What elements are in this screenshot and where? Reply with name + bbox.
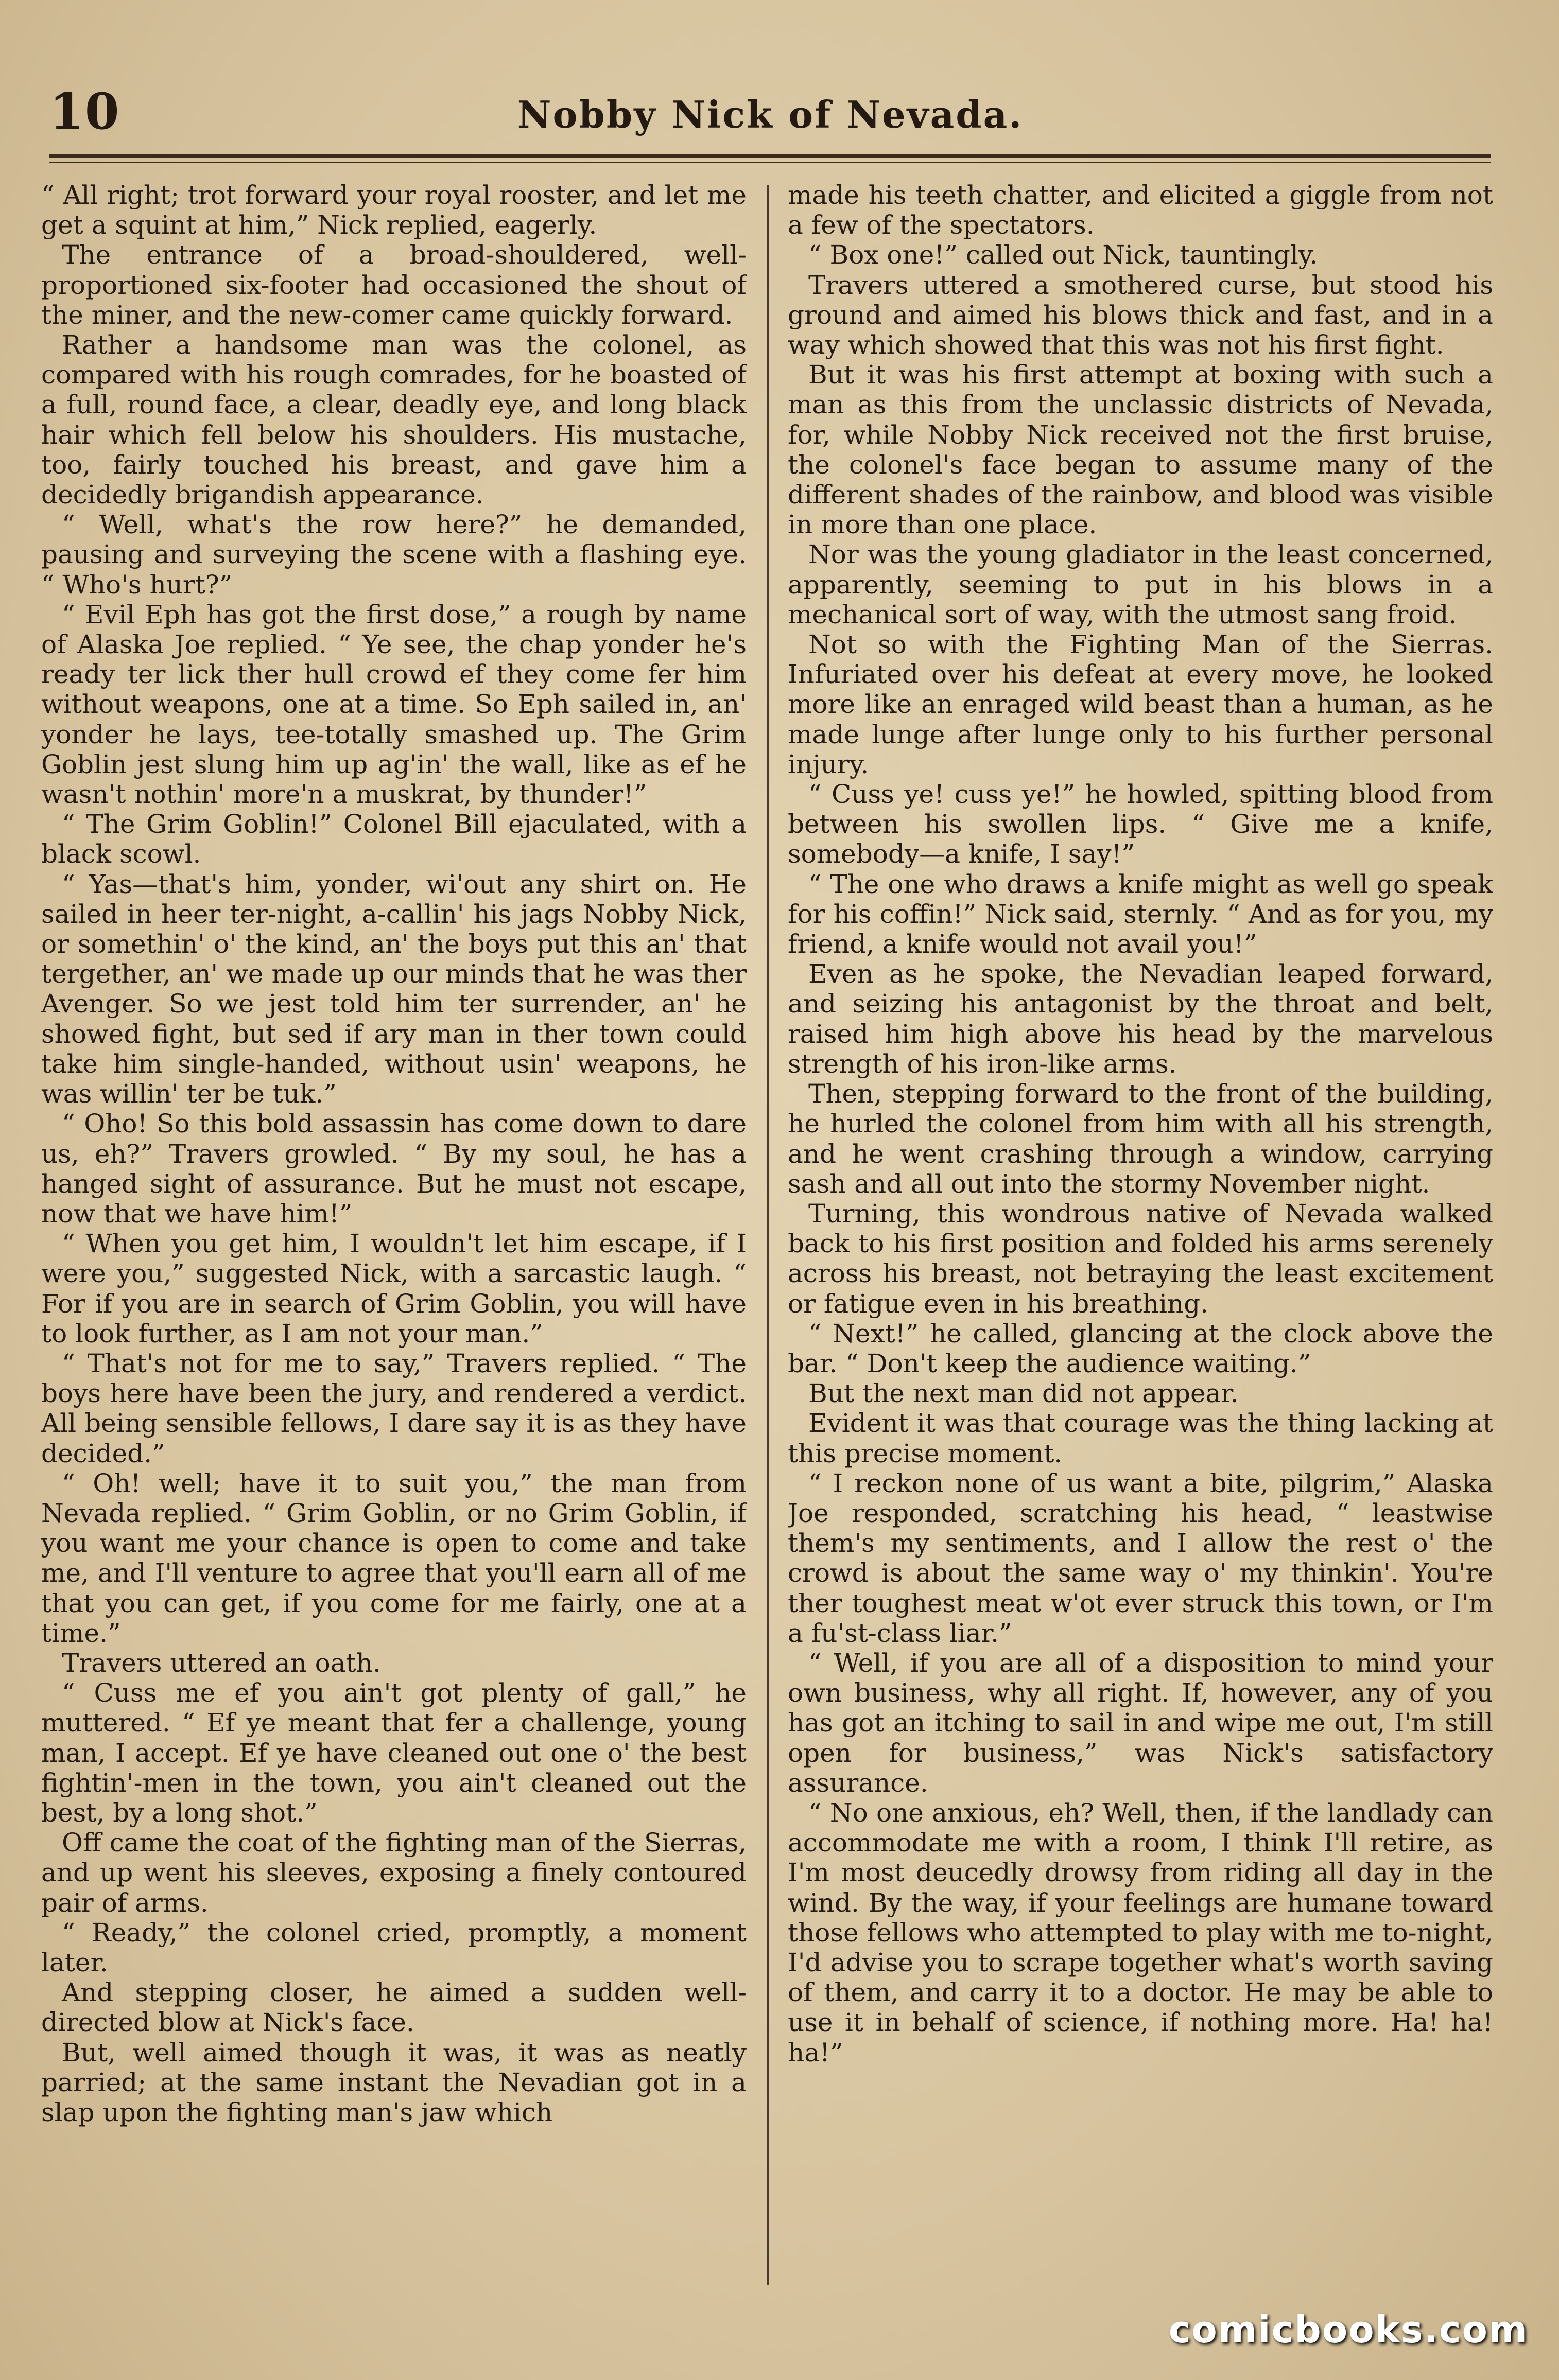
paragraph: Then, stepping forward to the front of the building, he hurled the colonel from him with all his strength, and he went crashing through a window, carrying sash and all out into the stormy November night. (788, 1079, 1493, 1199)
paragraph: Nor was the young gladiator in the least concerned, apparently, seeming to put in his blows in a mechanical sort of way, with the utmost sang froid. (788, 539, 1493, 629)
paragraph: “ Oho! So this bold assassin has come down to dare us, eh?” Travers growled. “ By my soul, he has a hanged sight of assurance. But he must not escape, now that we have him!” (41, 1109, 747, 1229)
paragraph: “ Evil Eph has got the first dose,” a rough by name of Alaska Joe replied. “ Ye see, the chap yonder he's ready ter lick ther hull crowd ef they come fer him without weapons, one at a time. So Eph sailed in, an' yonder he lays, tee-totally smashed up. The Grim Goblin jest slung him up ag'in' the wall, like as ef he wasn't nothin' more'n a muskrat, by thunder!” (41, 599, 747, 810)
paragraph: Not so with the Fighting Man of the Sierras. Infuriated over his defeat at every move, he looked more like an enraged wild beast than a human, as he made lunge after lunge only to his further personal injury. (788, 629, 1493, 779)
paragraph: “ Oh! well; have it to suit you,” the man from Nevada replied. “ Grim Goblin, or no Grim Goblin, if you want me your chance is open to come and take me, and I'll venture to agree that you'll earn all of me that you can get, if you come for me fairly, one at a time.” (41, 1468, 747, 1648)
text-columns (41, 180, 1493, 2301)
paragraph: “ Cuss ye! cuss ye!” he howled, spitting blood from between his swollen lips. “ Give me a knife, somebody—a knife, I say!” (788, 779, 1493, 869)
paragraph: Even as he spoke, the Nevadian leaped forward, and seizing his antagonist by the throat and belt, raised him high above his head by the marvelous strength of his iron-like arms. (788, 959, 1493, 1079)
paragraph: But the next man did not appear. (808, 1378, 1239, 1409)
paragraph: Travers uttered an oath. (62, 1648, 381, 1678)
running-title: Nobby Nick of Nevada. (517, 93, 1024, 136)
paragraph: “ That's not for me to say,” Travers replied. “ The boys here have been the jury, and rendered a verdict. All being sensible fellows, I dare say it is as they have decided.” (41, 1348, 747, 1468)
paragraph: “ Yas—that's him, yonder, wi'out any shirt on. He sailed in heer ter-night, a-callin' his jags Nobby Nick, or somethin' o' the kind, an' the boys put this an' that tergether, an' we made up our minds that he was ther Avenger. So we jest told him ter surrender, an' he showed fight, but sed if ary man in ther town could take him single-handed, without usin' weapons, he was willin' ter be tuk.” (41, 869, 747, 1109)
paragraph: Rather a handsome man was the colonel, as compared with his rough comrades, for he boasted of a full, round face, a clear, deadly eye, and long black hair which fell below his shoulders. His mustache, too, fairly touched his breast, and gave him a decidedly brigandish appearance. (41, 330, 747, 510)
paragraph: “ Next!” he called, glancing at the clock above the bar. “ Don't keep the audience waiting.” (788, 1318, 1493, 1378)
paragraph: The entrance of a broad-shouldered, well-proportioned six-footer had occasioned the shout of the miner, and the new-comer came quickly forward. (41, 240, 747, 330)
paragraph: “ I reckon none of us want a bite, pilgrim,” Alaska Joe responded, scratching his head, “ leastwise them's my sentiments, and I allow the rest o' the crowd is about the same way o' my thinkin'. You're ther toughest meat w'ot ever struck this town, or I'm a fu'st-class liar.” (788, 1468, 1493, 1648)
page-header (49, 77, 1491, 149)
right-column (788, 180, 1493, 2301)
paragraph: Evident it was that courage was the thing lacking at this precise moment. (788, 1408, 1493, 1468)
paragraph: “ When you get him, I wouldn't let him escape, if I were you,” suggested Nick, with a sarcastic laugh. “ For if you are in search of Grim Goblin, you will have to look further, as I am not your man.” (41, 1229, 747, 1349)
column-divider (767, 185, 769, 2285)
paragraph: “ Cuss me ef you ain't got plenty of gall,” he muttered. “ Ef ye meant that fer a challenge, young man, I accept. Ef ye have cleaned out one o' the best fightin'-men in the town, you ain't cleaned out the best, by a long shot.” (41, 1678, 747, 1828)
paragraph: “ The one who draws a knife might as well go speak for his coffin!” Nick said, sternly. “ And as for you, my friend, a knife would not avail you!” (788, 869, 1493, 959)
header-rule-thin (49, 162, 1491, 163)
header-rule (49, 154, 1491, 157)
paragraph: “ No one anxious, eh? Well, then, if the landlady can accommodate me with a room, I think I'll retire, as I'm most deucedly drowsy from riding all day in the wind. By the way, if your feelings are humane toward those fellows who attempted to play with me to-night, I'd advise you to scrape together what's worth saving of them, and carry it to a doctor. He may be able to use it in behalf of science, if nothing more. Ha! ha! ha!” (788, 1797, 1493, 2068)
paragraph: And stepping closer, he aimed a sudden well-directed blow at Nick's face. (41, 1977, 747, 2038)
paragraph: But it was his first attempt at boxing with such a man as this from the unclassic districts of Nevada, for, while Nobby Nick received not the first bruise, the colonel's face began to assume many of the different shades of the rainbow, and blood was visible in more than one place. (788, 360, 1493, 540)
paragraph: But, well aimed though it was, it was as neatly parried; at the same instant the Nevadian got in a slap upon the fighting man's jaw which (41, 2037, 747, 2127)
paragraph: Turning, this wondrous native of Nevada walked back to his first position and folded his arms serenely across his breast, not betraying the least excitement or fatigue even in his breathing. (788, 1198, 1493, 1319)
page-number: 10 (49, 82, 120, 141)
paragraph: made his teeth chatter, and elicited a giggle from not a few of the spectators. (788, 180, 1493, 240)
paragraph: Travers uttered a smothered curse, but stood his ground and aimed his blows thick and fast, and in a way which showed that this was not his first fight. (788, 270, 1493, 360)
left-column (41, 180, 747, 2301)
paragraph: “ Ready,” the colonel cried, promptly, a moment later. (41, 1917, 747, 1977)
paragraph: “ Well, what's the row here?” he demanded, pausing and surveying the scene with a flashing eye. “ Who's hurt?” (41, 510, 747, 600)
paragraph: “ The Grim Goblin!” Colonel Bill ejaculated, with a black scowl. (41, 809, 747, 869)
paragraph: “ All right; trot forward your royal rooster, and let me get a squint at him,” Nick replied, eagerly. (41, 180, 747, 240)
paragraph: Off came the coat of the fighting man of the Sierras, and up went his sleeves, exposing a finely contoured pair of arms. (41, 1828, 747, 1918)
watermark: comicbooks.com (1168, 2308, 1528, 2351)
paragraph: “ Well, if you are all of a disposition to mind your own business, why all right. If, however, any of you has got an itching to sail in and wipe me out, I'm still open for business,” was Nick's satisfactory assurance. (788, 1648, 1493, 1798)
paragraph: “ Box one!” called out Nick, tauntingly. (808, 240, 1318, 270)
